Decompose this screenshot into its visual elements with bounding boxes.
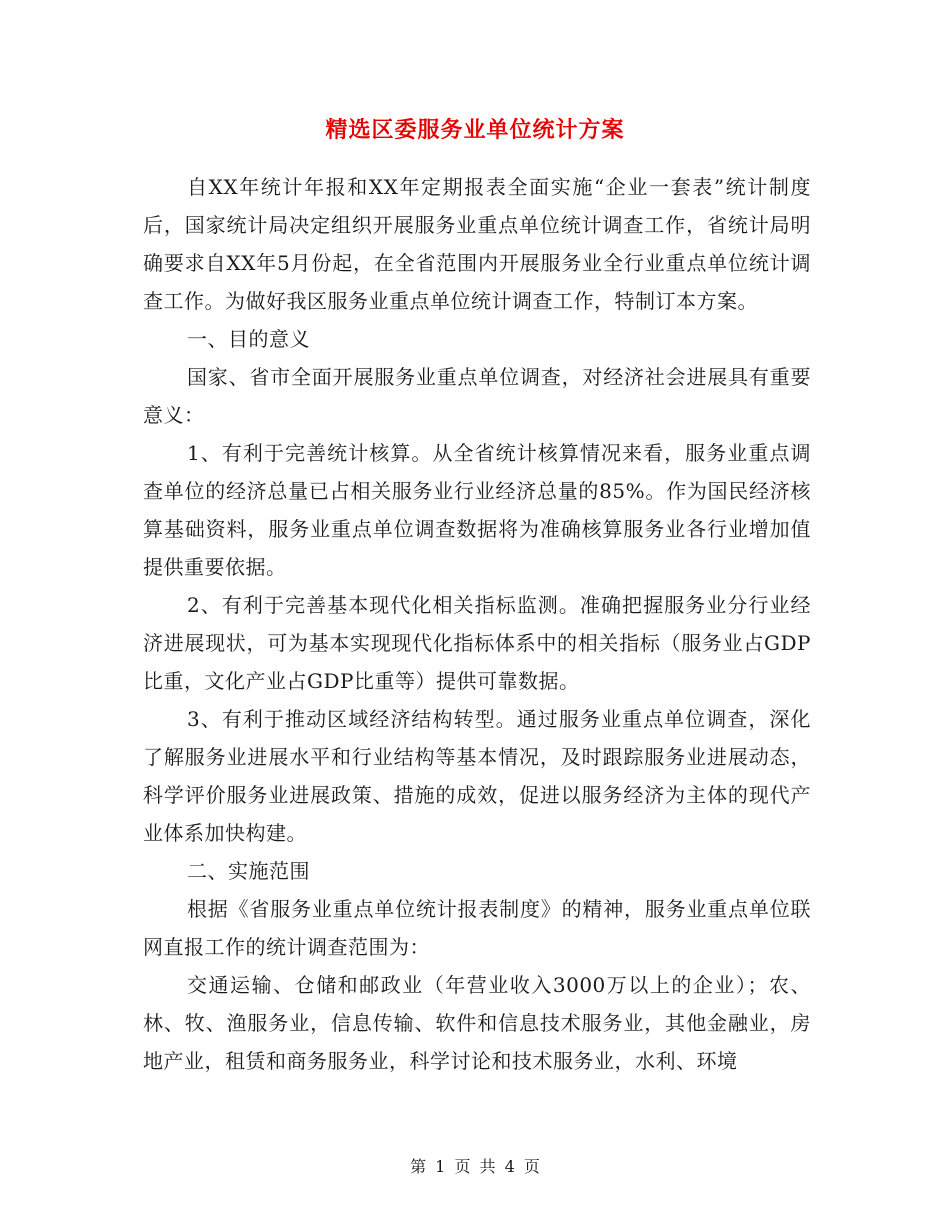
paragraph-point-3: 3、有利于推动区域经济结构转型。通过服务业重点单位调查，深化了解服务业进展水平和行业结构等基本情况，及时跟踪服务业进展动态，科学评价服务业进展政策、措施的成效，促进以服务经济为主体的现代产业体系加快构建。 bbox=[143, 707, 811, 845]
paragraph-significance: 国家、省市全面开展服务业重点单位调查，对经济社会进展具有重要意义： bbox=[143, 365, 811, 427]
paragraph-point-2: 2、有利于完善基本现代化相关指标监测。准确把握服务业分行业经济进展现状，可为基本实现现代化指标体系中的相关指标（服务业占GDP比重，文化产业占GDP比重等）提供可靠数据。 bbox=[143, 593, 811, 693]
document-body bbox=[143, 168, 811, 1080]
page-number-footer: 第 1 页 共 4 页 bbox=[410, 1157, 540, 1176]
paragraph-scope-basis: 根据《省服务业重点单位统计报表制度》的精神，服务业重点单位联网直报工作的统计调查范围为： bbox=[143, 897, 811, 959]
heading-scope: 二、实施范围 bbox=[187, 859, 310, 883]
heading-purpose: 一、目的意义 bbox=[187, 327, 310, 351]
paragraph-scope-industries: 交通运输、仓储和邮政业（年营业收入3000万以上的企业）；农、林、牧、渔服务业，信息传输、软件和信息技术服务业，其他金融业，房地产业，租赁和商务服务业，科学讨论和技术服务业，水利、环境 bbox=[143, 973, 811, 1073]
paragraph-intro: 自XX年统计年报和XX年定期报表全面实施“企业一套表”统计制度后，国家统计局决定组织开展服务业重点单位统计调查工作，省统计局明确要求自XX年5月份起，在全省范围内开展服务业全行业重点单位统计调查工作。为做好我区服务业重点单位统计调查工作，特制订本方案。 bbox=[143, 175, 811, 313]
document-title: 精选区委服务业单位统计方案 bbox=[325, 117, 625, 143]
paragraph-point-1: 1、有利于完善统计核算。从全省统计核算情况来看，服务业重点调查单位的经济总量已占相关服务业行业经济总量的85%。作为国民经济核算基础资料，服务业重点单位调查数据将为准确核算服务业各行业增加值提供重要依据。 bbox=[143, 441, 811, 579]
